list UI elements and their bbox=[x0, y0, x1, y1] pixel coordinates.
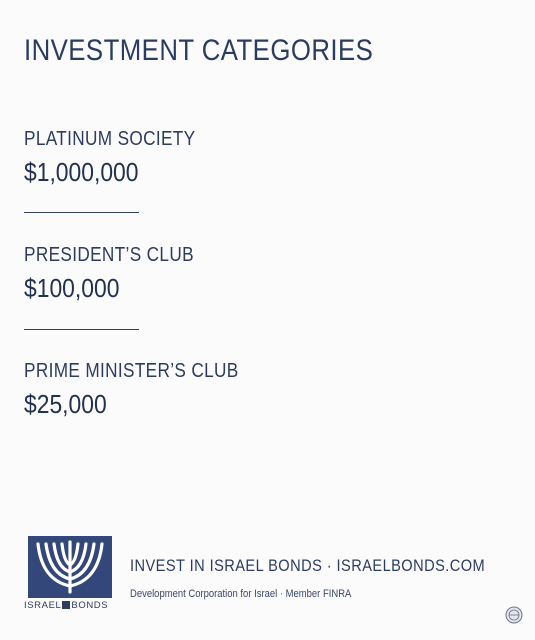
category-name: PRIME MINISTER’S CLUB bbox=[24, 360, 239, 382]
star-of-david-icon bbox=[62, 601, 70, 609]
menorah-icon bbox=[28, 536, 112, 598]
divider bbox=[24, 329, 139, 330]
category-presidents-club bbox=[24, 244, 424, 304]
footer-subline: Development Corporation for Israel · Member FINRA bbox=[130, 588, 352, 600]
seal-icon bbox=[505, 606, 523, 624]
category-name: PLATINUM SOCIETY bbox=[24, 128, 196, 150]
divider bbox=[24, 212, 139, 213]
category-amount: $100,000 bbox=[24, 273, 120, 303]
category-amount: $1,000,000 bbox=[24, 157, 139, 187]
category-amount: $25,000 bbox=[24, 389, 107, 419]
logo-text-left: ISRAEL bbox=[24, 600, 62, 611]
category-prime-ministers-club bbox=[24, 360, 424, 420]
logo-text-right: BONDS bbox=[71, 600, 109, 611]
israel-bonds-logo bbox=[24, 536, 114, 616]
category-platinum-society bbox=[24, 128, 424, 188]
page-title: INVESTMENT CATEGORIES bbox=[24, 34, 374, 67]
footer-tagline: INVEST IN ISRAEL BONDS · ISRAELBONDS.COM bbox=[130, 556, 486, 575]
category-name: PRESIDENT’S CLUB bbox=[24, 244, 194, 266]
